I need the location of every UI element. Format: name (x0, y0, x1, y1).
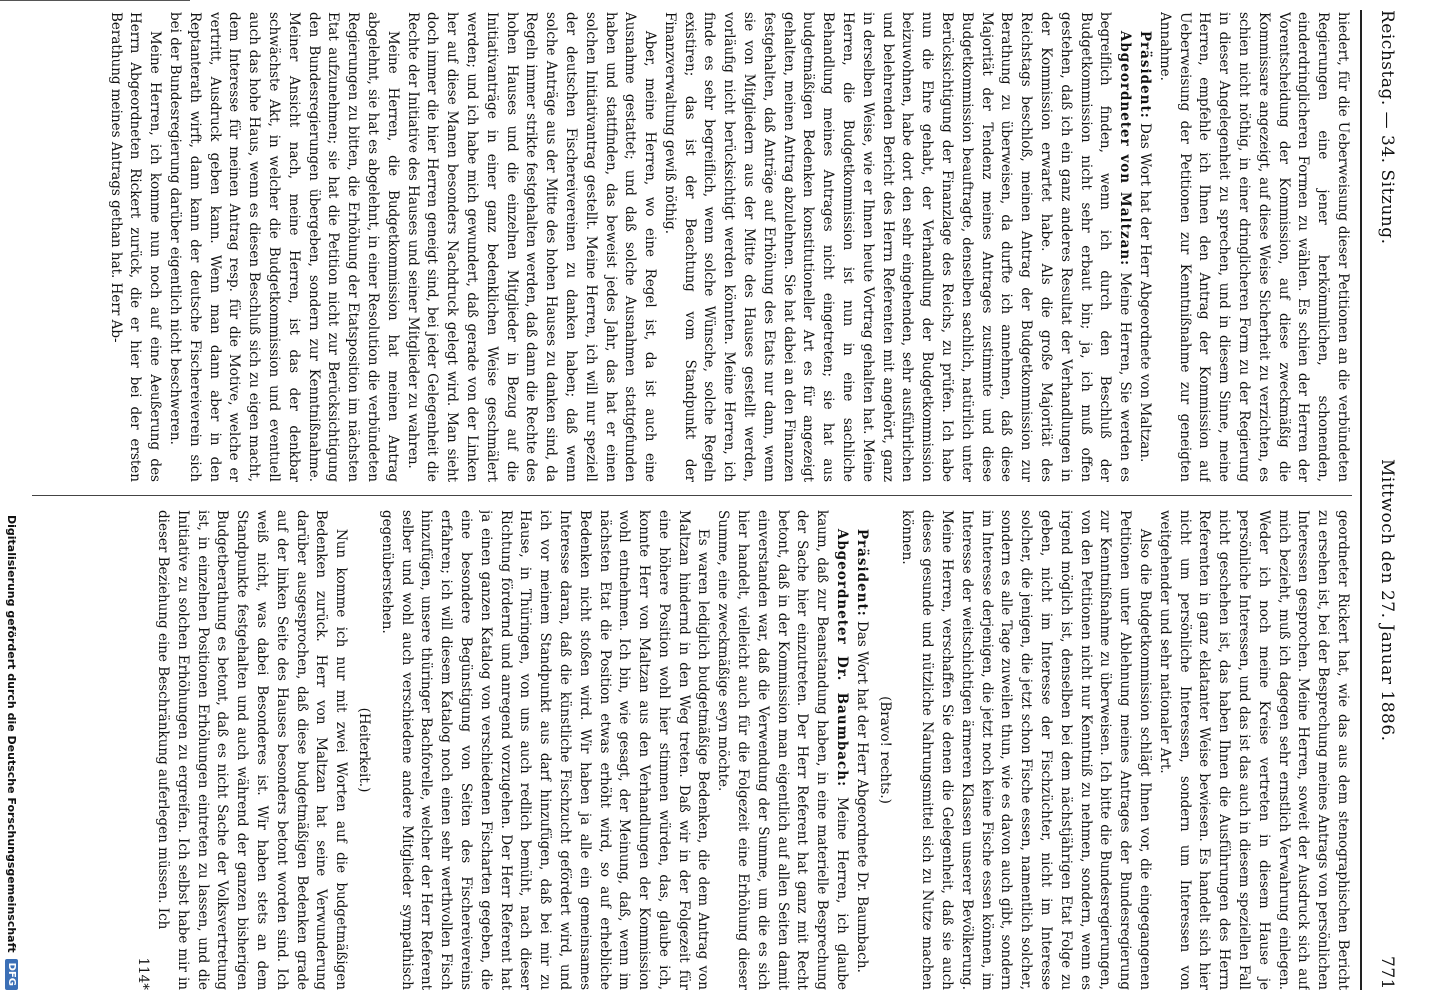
speaker-name: Abgeordneter von Maltzan: (1117, 30, 1134, 267)
sheet-signature (132, 510, 152, 990)
header-date: Mittwoch den 27. Januar 1886. (1377, 459, 1397, 742)
paragraph (713, 510, 852, 990)
paragraph (659, 12, 1134, 482)
paragraph-text: Meine Herren, Sie werden es begreiflich finden, wenn ich durch den Beschluß der Budgetkommission nicht sehr erbaut bin; ja, ich muß offen gestehen, daß ich ein ganz anderes Resultat der Verhandlungen in der Kommission erwartet habe. Als die große Majorität des Reichstags beschloß, meinen Antrag der Budgetkommission zur Berathung zu überweisen, da durfte ich annehmen, daß diese Majorität der Tendenz meines Antrages zustimmte und diese Budgetkommission beauftragte, denselben sachlich, natürlich unter Berücksichtigung der Finanzlage des Reichs, zu prüfen. Ich habe nun die Ehre gehabt, der Verhandlung der Budgetkommission beizuwohnen, habe dort den sehr eingehenden, sehr ausführlichen und belehrenden Bericht des Herrn Referenten mit angehört, ganz in derselben Weise, wie er Ihnen heute Vortrag gehalten hat. Meine Herren, die Budgetkommission ist nun in eine sachliche Behandlung meines Antrages nicht eingetreten; sie hat aus budgetmäßigen Bedenken konstitutioneller Art es für angezeigt gehalten, meinen Antrag abzulehnen. Sie hat dabei an den Finanzen festgehalten, daß Anträge auf Erhöhung des Etats nur dann, wenn sie von Mitgliedern aus der Mitte des Hauses gestellt werden, vorläufig nicht berücksichtigt werden könnten. Meine Herren, ich finde es sehr begreiflich, wenn solche Wünsche, solche Regeln existiren; das ist der Beachtung vom Standpunkt der Finanzverwaltung gewiß nöthig. (661, 12, 1134, 482)
paragraph-text: Aber, meine Herren, wo eine Regel ist, da ist auch eine Ausnahme gestattet; und daß solche Ausnahmen stattgefunden haben und stattfinden, das beweist jedes Jahr, das hat er einen solchen Initiativantrag gestellt. Meine Herren, ich will nur speziell der deutschen Fischereivereinen zu danken haben; daß wenn solche Anträge aus der Mitte des hohen Hauses zu danken sind, da Regeln immer strikte festgehalten werden, daß dann die Rechte des hohen Hauses und die einzelnen Mitglieder in Bezug auf die Initiativanträge in einer ganz bedenklichen Weise geschmälert werden; und ich habe mich gewundert, daß gerade von der Linken her auf diese Manen besonders Nachdruck gelegt wird. Man sieht doch immer die hier Herren geneigt sind, bei jeder Gelegenheit die Rechte der Initiative des Hauses und seiner Mitglieder zu wahren. (404, 12, 659, 482)
paragraph (1154, 12, 1352, 482)
paragraph (1134, 12, 1154, 482)
paragraph-text: 114* (135, 957, 152, 990)
dfg-logo: DFG (6, 959, 19, 990)
digitization-credit: Digitalisierung gefördert durch die Deutsche Forschungsgemeinschaft (5, 514, 19, 953)
text-column-left (32, 12, 1352, 482)
paragraph (105, 12, 164, 482)
paragraph-text: Das Wort hat der Herr Abgeordnete von Maltzan. (1137, 123, 1154, 463)
interjection (874, 510, 894, 990)
paragraph (402, 12, 659, 482)
paragraph-text: (Heiterkeit.) (355, 707, 372, 793)
paragraph-text: hiedert, für die Ueberweisung dieser Petitionen an die verbündeten Regierungen eine jener herkömmlichen, schonenden, einderdringlicheren Formen zu wählen. Es schien der Herren der Vorentscheidung der Kommission, auf diese zweckmäßig die Kommissare angezeigt, auf diese Weise Sicherheit zu verzichten, es schien nicht nöthig, in einer dringlicheren Form zu der Regierung in dieser Angelegenheit zu sprechen, und in diesem Sinne, meine Herren, empfehle ich Ihnen den Antrag der Kommission auf Ueberweisung der Petitionen zur Kenntnißnahme zur geneigten Annahme. (1156, 12, 1351, 482)
column-divider (32, 495, 1352, 496)
paragraph-text: (Bravo! rechts.) (876, 696, 893, 804)
paragraph-text: Nun komme ich nur mit zwei Worten auf die budgetmäßigen Bedenken zurück. Herr von Maltzan hat seine Verwunderung darüber ausgesprochen, daß diese budgetmäßigen Bedenken grade auf der linken Seite des Hauses besonders betont worden sind. Ich weiß nicht, was dabei Besonderes ist. Wir haben stets an dem Standpunkte festgehalten und auch während der ganzen bisherigen Budgetberathung es betont, daß es nicht Sache der Volksvertretung ist, in einzelnen Positionen Erhöhungen eintreten zu lassen, und die Initiative zu solchen Erhöhungen zu ergreifen. Ich selbst habe mir in dieser Beziehung eine Beschränkung auferlegen müssen. Ich (154, 510, 350, 990)
paragraph-text: Also die Budgetkommission schlägt Ihnen vor, die eingegangenen Petitionen unter Ablehnung meines Antrages der Bundesregierung zur Kenntnißnahme zu überweisen. Ich bitte die Bundesregierungen, von den Petitionen nicht nur Kenntniß zu nehmen, sondern, wenn es irgend möglich ist, denselben bei dem nächstjährigen Etat Folge zu geben, nicht im Interesse der Fischzüchter, nicht im Interesse solcher, die jenigen, die jetzt schon Fische essen, namentlich solcher, sondern es alle Tage zuweilen thun, wie es davon auch gibt, sondern im Interesse derjenigen, die jetzt noch keine Fische essen können, im Interesse der weitschichtigen ärmeren Klassen unserer Bevölkerung. Meine Herren, verschaffen Sie denen die Gelegenheit, daß sie auch dieses gesunde und nützliche Nahrungsmittel sich zu Nutze machen können. (899, 510, 1154, 990)
speaker-name: Präsident: (853, 528, 870, 617)
paragraph-text: Das Wort hat der Herr Abgeordnete Dr. Baumbach. (853, 621, 870, 973)
page-footer (2, 10, 22, 990)
paragraph-text: Meine Herren, ich glaube kaum, daß zur Beanstandung haben, in eine materielle Besprechung der Sache hier einzutreten. Der Herr Referent hat ganz mit Recht betont, daß in der Kommission man eigentlich auf allen Seiten damit einverstanden war, daß die Verwendung der Summe, um die es sich hier handelt, vielleicht auch für die Folgezeit eine Erhöhung dieser Summe, eine zweckmäßige seyn möchte. (715, 510, 851, 990)
paragraph (164, 12, 402, 482)
header-session: Reichstag. — 34. Sitzung. (1377, 10, 1397, 245)
paragraph-text: Es waren lediglich budgetmäßige Bedenken, die dem Antrag von Maltzan hindernd in den Weg treten. Daß wir in der Folgezeit für eine höhere Position wohl hier stimmen würden, das, glaube ich, konnte Herr von Maltzan aus den Verhandlungen der Kommission wohl entnehmen. Ich bin, wie gesagt, der Meinung, daß, wenn im nächsten Etat die Position etwas erhöht wird, so auf erhebliche Bedenken nicht stoßen wird. Wir haben ja alle ein gemeinsames Interesse daran, daß die künstliche Fischzucht gefördert wird, und ich vor meinem Standpunkt aus darf hinzufügen, daß bei mir zu Hause, in Thüringen, von uns auch redlich bemüht, nach dieser Richtung fördernd und anregend vorzugehen. Der Herr Referent hat ja einen ganzen Katalog von verschiedenen Fischarten gegeben, die eine besondere Begünstigung von Seiten des Fischereivereins erfahren; ich will diesem Katalog noch einen sehr werthvollen Fisch hinzufügen, unsere thüringer Bachforelle, welcher der Herr Referent selber und wohl auch verschiedene andere Mitglieder sympathisch gegenüberstehen. (378, 510, 712, 990)
paragraph (897, 510, 1154, 990)
interjection (353, 510, 373, 990)
speaker-name: Abgeordneter Dr. Baumbach: (834, 528, 851, 788)
text-column-right (32, 510, 1352, 990)
paragraph-text: Meine Herren, ich komme nun noch auf eine Aeußerung des Herrn Abgeordneten Rickert zurück, die er hier bei der ersten Berathung meines Antrags gethan hat. Herr Ab- (107, 12, 164, 482)
paragraph (376, 510, 713, 990)
paragraph (1154, 510, 1352, 990)
paragraph-text: geordneter Rickert hat, wie das aus dem stenographischen Bericht zu ersehen ist, bei der Besprechung meines Antrags von persönlichen Interessen gesprochen. Meine Herren, soweit der Ausdruck sich auf mich bezieht, muß ich dagegen sehr ernstlich Verwahrung einlegen. Weder ich noch meine Kreise vertreten in diesem Hause je persönliche Interessen, und das ist das auch in diesem speziellen Fall nicht geschehen ist, das haben Ihnen die Ausführungen des Herrn Referenten in ganz eklatanter Weise bewiesen. Es handelt sich hier nicht um persönliche Interessen, sondern um Interessen von weitgehender und sehr nationaler Art. (1156, 510, 1351, 990)
paragraph (851, 510, 871, 990)
page-header (1360, 10, 1412, 990)
paragraph (152, 510, 350, 990)
speaker-name: Präsident: (1137, 30, 1154, 119)
paragraph-text: Meine Herren, die Budgetkommission hat meinen Antrag abgelehnt, sie hat es abgelehnt, in einer Resolution die verbündeten Regierungen zu bitten, die Erhöhung der Etatsposition im nächsten Etat aufzunehmen; sie hat die Petition nicht zur Berücksichtigung den Bundesregierungen übergeben, sondern zur Kenntnißnahme. Meiner Ansicht nach, meine Herren, ist das der denkbar schwächste Akt, in welcher die Budgetkommission und eventuell auch das hohe Haus, wenn es diesen Beschluß sich zu eigen macht, dem Interesse für meinen Antrag resp. für die Motive, welche er vertritt, Ausdruck geben kann. Wenn man dann aber in den Reptanterath wirft, dann kann der deutsche Fischereiverein sich bei der Bundesregierung darüber eigentlich nicht beschweren. (166, 12, 401, 482)
page-number: 771 (1377, 956, 1397, 990)
